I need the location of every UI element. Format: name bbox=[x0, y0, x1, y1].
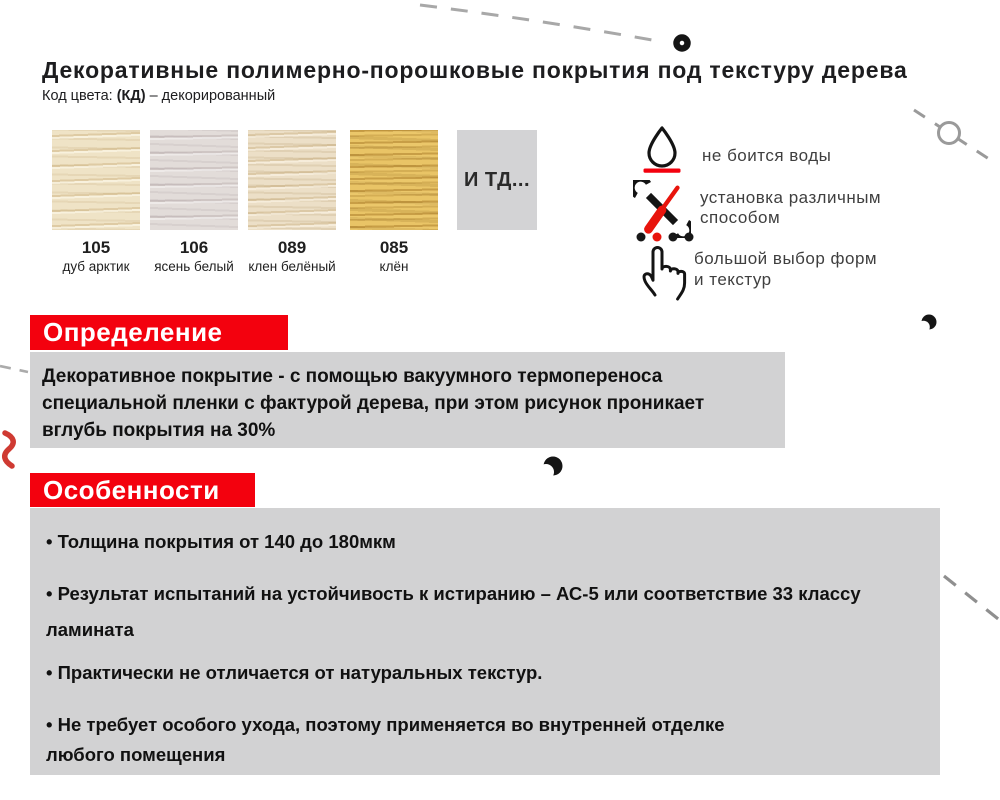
swatch-name: клён bbox=[379, 259, 409, 274]
swatch-image-106 bbox=[150, 130, 238, 230]
comma-decoration-center bbox=[538, 457, 563, 481]
dashed-line-topright bbox=[914, 110, 992, 161]
feature-bullet: • Не требует особого ухода, поэтому применяется во внутренней отделке bbox=[46, 714, 725, 735]
feature-bullet: • Результат испытаний на устойчивость к истиранию – АС-5 или соответствие 33 классу bbox=[46, 583, 861, 604]
circle-decoration-topright bbox=[939, 123, 960, 144]
swatch-name: клен белёный bbox=[248, 259, 336, 274]
comma-decoration-right bbox=[917, 315, 936, 334]
swatch-089 bbox=[248, 130, 336, 274]
swatch-image-085 bbox=[350, 130, 438, 230]
page-title: Декоративные полимерно-порошковые покрытия под текстуру дерева bbox=[42, 57, 908, 83]
color-code-subtitle: Код цвета: (КД) – декорированный bbox=[42, 88, 276, 104]
swatch-name: ясень белый bbox=[154, 259, 234, 274]
dashed-line-left bbox=[0, 366, 28, 372]
swatch-code: 106 bbox=[179, 238, 209, 257]
feature-bullet-continued: ламината bbox=[46, 619, 134, 640]
swatch-code: 085 bbox=[379, 238, 409, 257]
features-section-body bbox=[30, 508, 940, 775]
swatch-code: 089 bbox=[277, 238, 307, 257]
feature-bullet: • Толщина покрытия от 140 до 180мкм bbox=[46, 531, 396, 552]
definition-text-line: вглубь покрытия на 30% bbox=[42, 420, 276, 441]
feature-bullet-continued: любого помещения bbox=[46, 744, 226, 765]
benefit-caption-choice: большой выбор форм и текстур bbox=[694, 249, 878, 289]
red-squiggle-decoration bbox=[5, 433, 13, 466]
feature-bullet: • Практически не отличается от натуральных текстур. bbox=[46, 662, 543, 683]
swatch-085 bbox=[350, 130, 438, 274]
color-code-value: (КД) bbox=[116, 88, 146, 104]
swatch-name: дуб арктик bbox=[62, 259, 130, 274]
benefit-caption-water: не боится воды bbox=[702, 146, 832, 165]
swatch-105 bbox=[52, 130, 140, 274]
etc-placeholder-box: И ТД... bbox=[457, 130, 537, 230]
swatch-106 bbox=[150, 130, 238, 274]
tools-icon bbox=[633, 180, 691, 238]
definition-section-body bbox=[30, 352, 785, 448]
swatch-image-105 bbox=[52, 130, 140, 230]
dashed-line-bottomright bbox=[944, 576, 1000, 622]
dashed-curve-decoration bbox=[420, 5, 652, 40]
swatch-code: 105 bbox=[81, 238, 111, 257]
tap-hand-icon bbox=[633, 231, 697, 301]
definition-text-line: Декоративное покрытие - с помощью вакуумного термопереноса bbox=[42, 366, 663, 387]
definition-text-line: специальной пленки с фактурой дерева, при этом рисунок проникает bbox=[42, 393, 705, 414]
features-section-header: Особенности bbox=[30, 473, 255, 507]
donut-dot-decoration bbox=[677, 38, 688, 49]
definition-section-header: Определение bbox=[30, 315, 288, 350]
water-drop-icon bbox=[640, 125, 684, 175]
swatch-image-089 bbox=[248, 130, 336, 230]
benefit-caption-install: установка различным способом bbox=[700, 188, 882, 227]
